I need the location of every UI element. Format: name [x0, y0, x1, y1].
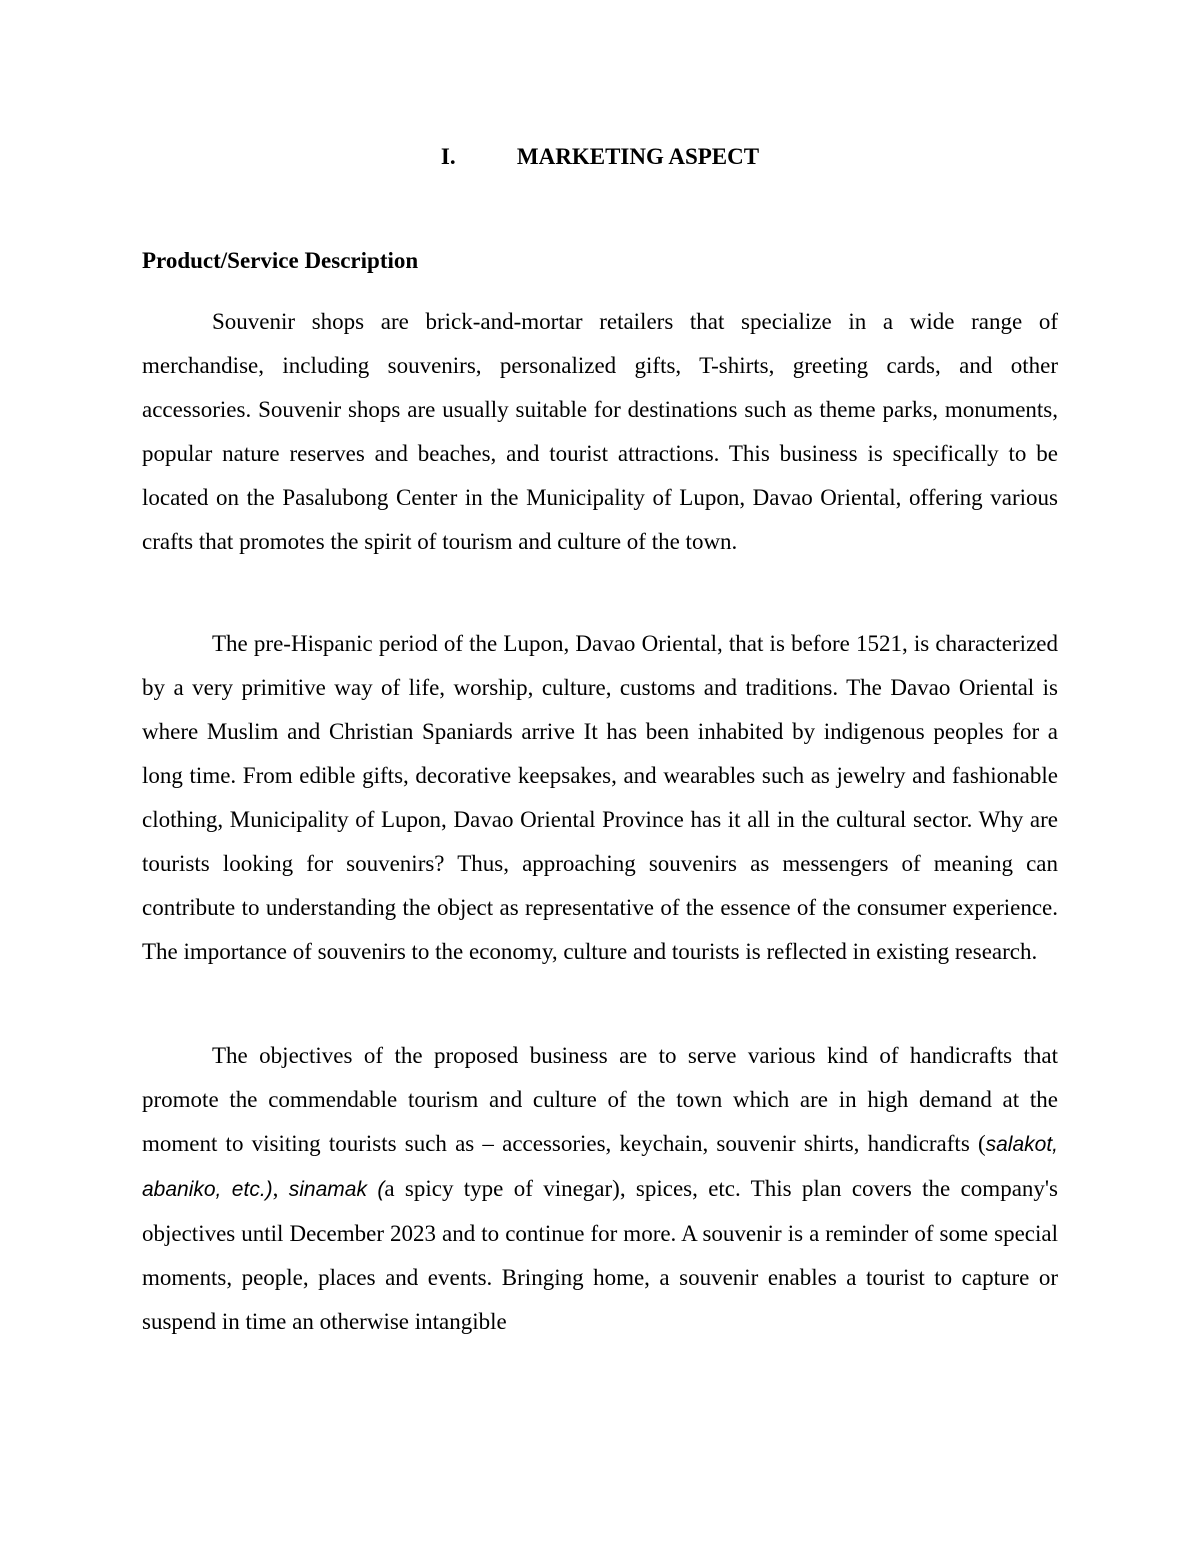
- paragraph-3-text-a: The objectives of the proposed business are to serve various kind of handicrafts that promote the commendable tourism and culture of the town which are in high demand at the moment to visiting tourists such as – accessories, keychain, souvenir shirts, handicrafts (: [142, 1043, 1058, 1156]
- subsection-heading: Product/Service Description: [142, 248, 419, 273]
- section-heading: [0, 142, 1200, 172]
- paragraph-3: [142, 1034, 1058, 1344]
- paragraph-2: The pre-Hispanic period of the Lupon, Davao Oriental, that is before 1521, is characterized by a very primitive way of life, worship, culture, customs and traditions. The Davao Oriental is where Muslim and Christian Spaniards arrive It has been inhabited by indigenous peoples for a long time. From edible gifts, decorative keepsakes, and wearables such as jewelry and fashionable clothing, Municipality of Lupon, Davao Oriental Province has it all in the cultural sector. Why are tourists looking for souvenirs? Thus, approaching souvenirs as messengers of meaning can contribute to understanding the object as representative of the essence of the consumer experience. The importance of souvenirs to the economy, culture and tourists is reflected in existing research.: [142, 631, 1058, 964]
- section-number: I.: [440, 144, 456, 169]
- paragraph-3-text-c: a spicy type of vinegar), spices, etc. This plan covers the company's objectives until December 2023 and to continue for more. A souvenir is a reminder of some special moments, people, places and events. Bringing home, a souvenir enables a tourist to capture or suspend in time an otherwise intangible: [142, 1176, 1059, 1334]
- section-title: MARKETING ASPECT: [516, 144, 760, 169]
- paragraph-3-text-b: ,: [272, 1176, 289, 1201]
- paragraph-3-italic-sinamak: sinamak (: [288, 1178, 385, 1201]
- paragraph-1: Souvenir shops are brick-and-mortar retailers that specialize in a wide range of merchandise, including souvenirs, personalized gifts, T-shirts, greeting cards, and other accessories. Souvenir shops are usually suitable for destinations such as theme parks, monuments, popular nature reserves and beaches, and tourist attractions. This business is specifically to be located on the Pasalubong Center in the Municipality of Lupon, Davao Oriental, offering various crafts that promotes the spirit of tourism and culture of the town.: [142, 309, 1058, 554]
- paragraph-3-italic-handicrafts: salakot, abaniko, etc.): [142, 1133, 1058, 1201]
